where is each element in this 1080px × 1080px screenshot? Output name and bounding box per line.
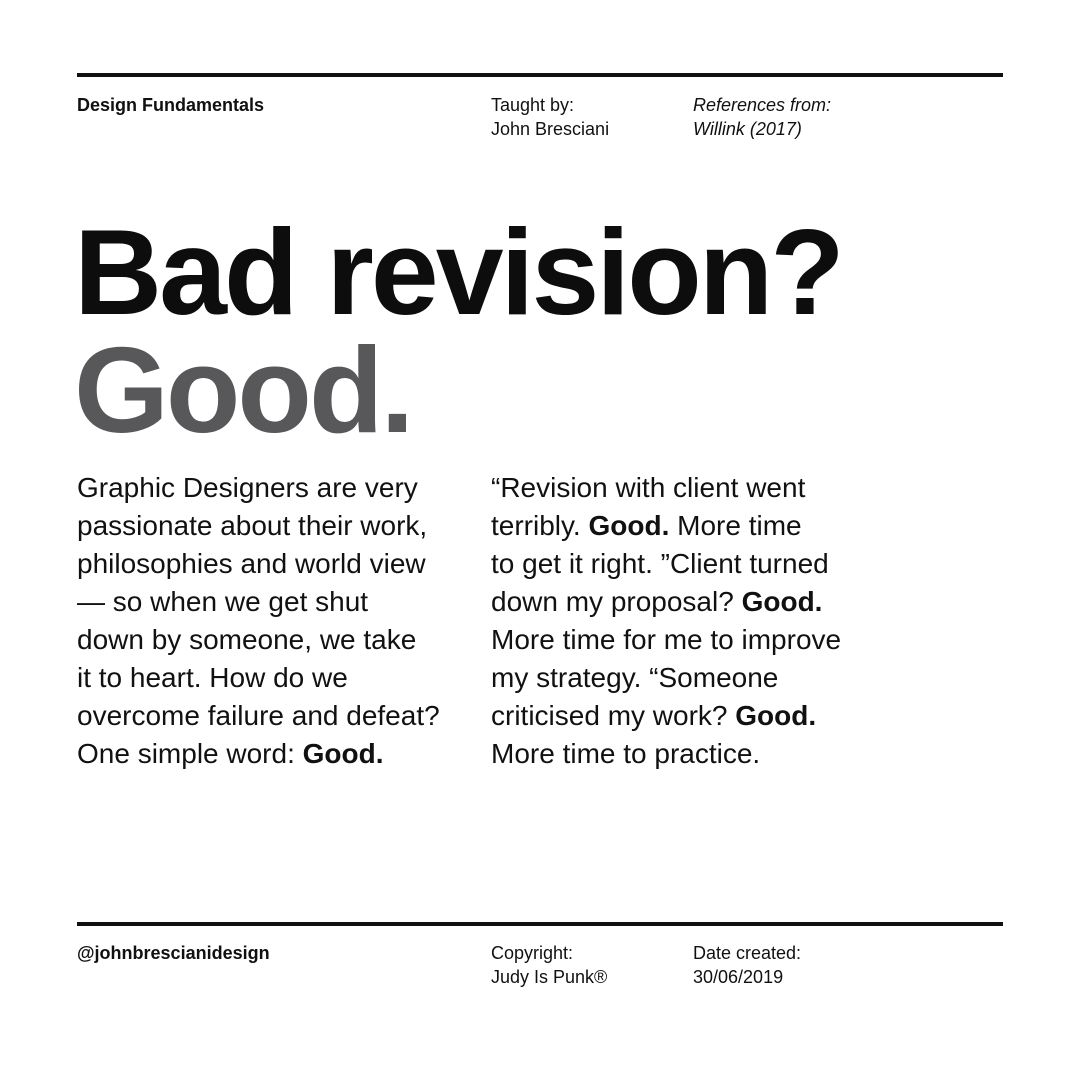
body-left-line: philosophies and world view bbox=[77, 548, 426, 579]
references-block bbox=[693, 93, 831, 141]
copyright-value: Judy Is Punk® bbox=[491, 967, 608, 987]
date-block bbox=[693, 941, 801, 989]
references-source: Willink (2017) bbox=[693, 119, 802, 139]
social-handle bbox=[77, 941, 270, 965]
body-right-emphasis: Good. bbox=[735, 700, 817, 731]
social-handle-text: @johnbrescianidesign bbox=[77, 943, 270, 963]
body-left-line: down by someone, we take bbox=[77, 624, 417, 655]
body-left-line: it to heart. How do we bbox=[77, 662, 348, 693]
body-right-line: my strategy. “Someone bbox=[491, 662, 779, 693]
course-title-text: Design Fundamentals bbox=[77, 95, 265, 115]
body-right-line bbox=[491, 697, 841, 735]
body-left-column bbox=[77, 469, 440, 773]
instructor-label: Taught by: bbox=[491, 95, 575, 115]
headline-question: Bad revision? bbox=[74, 204, 842, 340]
body-right-column bbox=[491, 469, 841, 773]
body-right-line: to get it right. ”Client turned bbox=[491, 548, 829, 579]
headline-answer: Good. bbox=[74, 322, 412, 458]
body-right-emphasis: Good. bbox=[588, 510, 670, 541]
body-right-text: terribly. bbox=[491, 510, 589, 541]
body-left-last-prefix: One simple word: bbox=[77, 738, 303, 769]
body-right-line: “Revision with client went bbox=[491, 472, 806, 503]
body-right-text: down my proposal? bbox=[491, 586, 742, 617]
body-right-line: More time to practice. bbox=[491, 738, 761, 769]
copyright-label: Copyright: bbox=[491, 943, 574, 963]
body-right-line bbox=[491, 583, 841, 621]
date-value: 30/06/2019 bbox=[693, 967, 784, 987]
course-title bbox=[77, 93, 264, 117]
body-right-line: More time for me to improve bbox=[491, 624, 842, 655]
top-divider bbox=[77, 73, 1003, 77]
body-right-emphasis: Good. bbox=[741, 586, 823, 617]
body-left-line: passionate about their work, bbox=[77, 510, 428, 541]
copyright-block bbox=[491, 941, 607, 989]
body-left-emphasis: Good. bbox=[302, 738, 384, 769]
body-left-line: Graphic Designers are very bbox=[77, 472, 418, 503]
instructor-name: John Bresciani bbox=[491, 119, 610, 139]
body-right-text: More time bbox=[669, 510, 802, 541]
date-label: Date created: bbox=[693, 943, 802, 963]
body-left-last-line bbox=[77, 735, 440, 773]
references-label: References from: bbox=[693, 95, 832, 115]
headline bbox=[74, 204, 842, 458]
bottom-divider bbox=[77, 922, 1003, 926]
body-right-line bbox=[491, 507, 841, 545]
body-left-line: overcome failure and defeat? bbox=[77, 700, 440, 731]
instructor-block bbox=[491, 93, 609, 141]
body-left-line: — so when we get shut bbox=[77, 586, 369, 617]
body-right-text: criticised my work? bbox=[491, 700, 736, 731]
